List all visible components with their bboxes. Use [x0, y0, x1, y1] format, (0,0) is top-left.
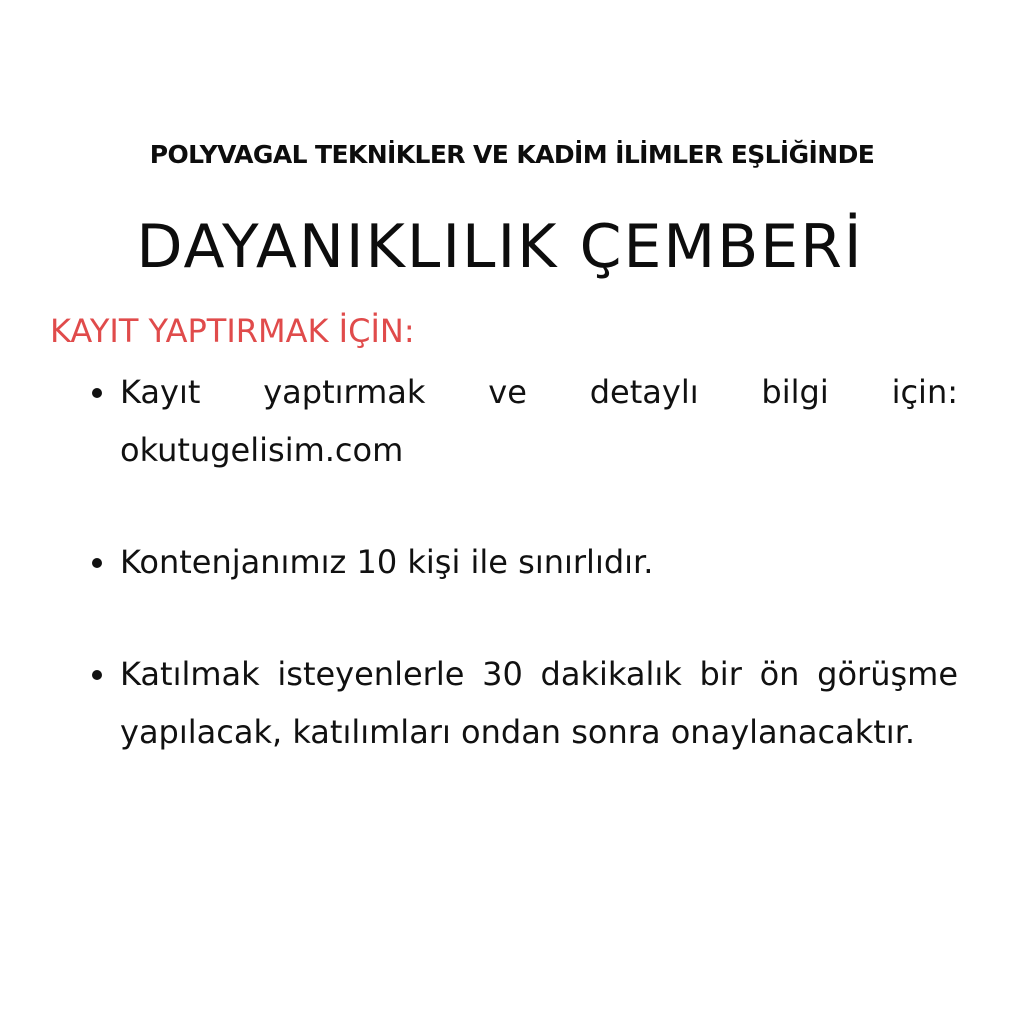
- list-item: [88, 533, 958, 591]
- registration-list: [88, 363, 958, 815]
- pre-interview-text: Katılmak isteyenlerle 30 dakikalık bir ön görüşme yapılacak, katılımları ondan sonra onaylanacaktır.: [120, 655, 958, 751]
- list-item: [88, 363, 958, 479]
- bullet-icon: [92, 670, 102, 680]
- registration-heading: KAYIT YAPTIRMAK İÇİN:: [50, 312, 415, 350]
- event-subtitle: POLYVAGAL TEKNİKLER VE KADİM İLİMLER EŞLİĞİNDE: [149, 140, 875, 169]
- bullet-icon: [92, 558, 102, 568]
- registration-info-text: Kayıt yaptırmak ve detaylı bilgi için: okutugelisim.com: [120, 373, 958, 469]
- list-item: [88, 645, 958, 761]
- bullet-icon: [92, 388, 102, 398]
- capacity-text: Kontenjanımız 10 kişi ile sınırlıdır.: [120, 543, 654, 581]
- event-title: DAYANIKLILIK ÇEMBERİ: [136, 212, 864, 282]
